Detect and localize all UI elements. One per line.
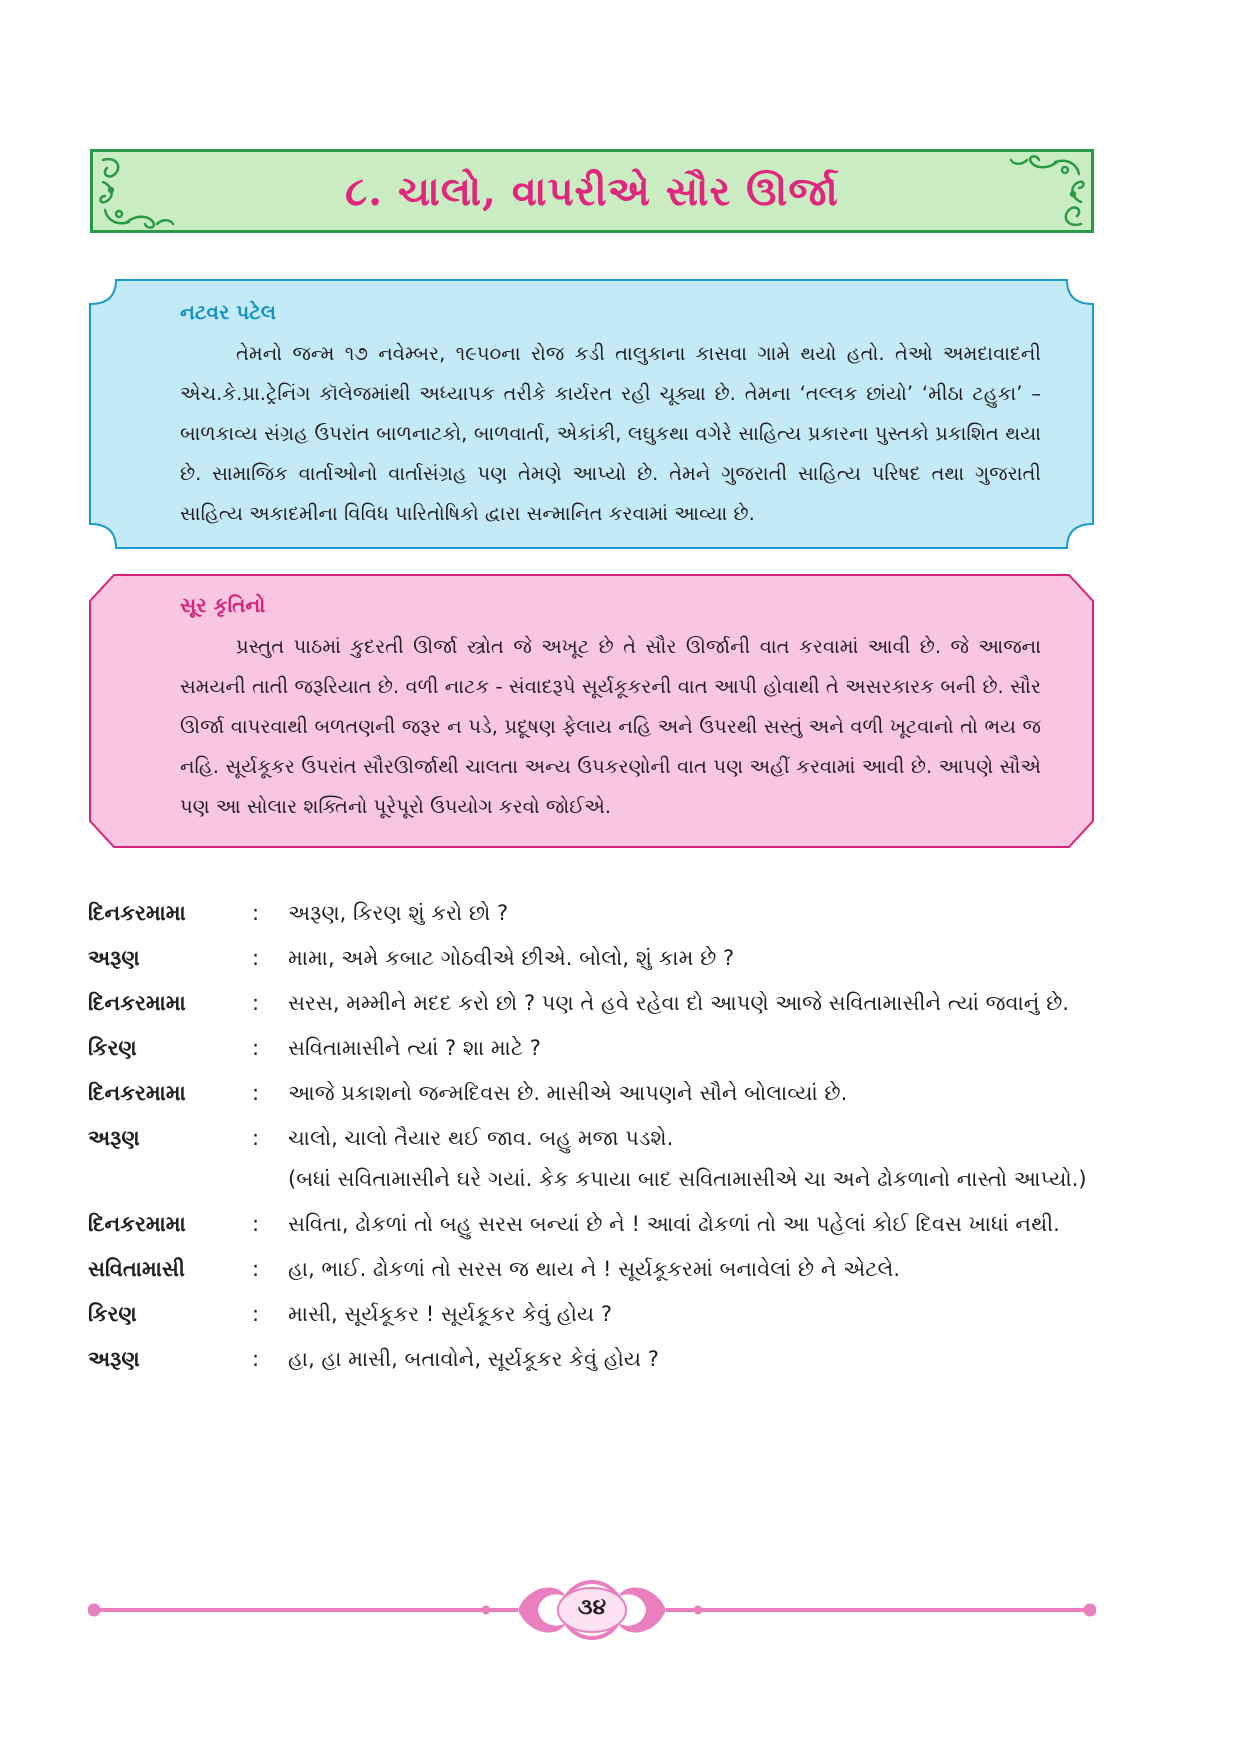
speaker-colon: :: [252, 946, 260, 970]
intro-box-content: [180, 593, 1041, 827]
speech-text: સવિતામાસીને ત્યાં ? શા માટે ?: [288, 1036, 541, 1060]
speaker-name: અરૂણ: [88, 1126, 140, 1150]
speech-text: માસી, સૂર્યકૂકર ! સૂર્યકૂકર કેવું હોય ?: [288, 1302, 613, 1326]
dialogue-section: [88, 893, 1098, 1384]
speaker-name: કિરણ: [88, 1302, 137, 1326]
intro-text: પ્રસ્તુત પાઠમાં કુદરતી ઊર્જા સ્ત્રોત જે અખૂટ છે તે સૌર ઊર્જાની વાત કરવામાં આવી છે. જે આજના સમયની તાતી જરૂરિયાત છે. વળી નાટક - સંવાદરૂપે સૂર્યકૂકરની વાત આપી હોવાથી તે અસરકારક બની છે. સૌર ઊર્જા વાપરવાથી બળતણની જરૂર ન પડે, પ્રદૂષણ ફેલાય નહિ અને ઉપરથી સસ્તું અને વળી ખૂટવાનો તો ભય જ નહિ. સૂર્યકૂકર ઉપરાંત સૌરઊર્જાથી ચાલતા અન્ય ઉપકરણોની વાત પણ અહીં કરવામાં આવી છે. આપણે સૌએ પણ આ સોલાર શક્તિનો પૂરેપૂરો ઉપયોગ કરવો જોઈએ.: [180, 635, 1041, 818]
left-corner-ornament: [97, 152, 187, 232]
speech-text: હા, ભાઈ. ઢોકળાં તો સરસ જ થાય ને ! સૂર્યકૂકરમાં બનાવેલાં છે ને એટલે.: [288, 1257, 901, 1281]
dialogue-line: [88, 1294, 1098, 1335]
intro-heading: સૂર કૃતિનો: [180, 593, 266, 617]
speech-text: આજે પ્રકાશનો જન્મદિવસ છે. માસીએ આપણને સૌને બોલાવ્યાં છે.: [288, 1081, 848, 1105]
speech-text: સરસ, મમ્મીને મદદ કરો છો ? પણ તે હવે રહેવા દો આપણે આજે સવિતામાસીને ત્યાં જવાનું છે.: [288, 991, 1069, 1015]
speaker-colon: :: [252, 1302, 260, 1326]
speaker-name: દિનકરમામા: [88, 1212, 186, 1236]
speech-text: સવિતા, ઢોકળાં તો બહુ સરસ બન્યાં છે ને ! આવાં ઢોકળાં તો આ પહેલાં કોઈ દિવસ ખાધાં નથી.: [288, 1212, 1060, 1236]
speaker-colon: :: [252, 1126, 260, 1150]
speaker-colon: :: [252, 1347, 260, 1371]
speech-text: મામા, અમે કબાટ ગોઠવીએ છીએ. બોલો, શું કામ છે ?: [288, 946, 735, 970]
author-name: નટવર પટેલ: [180, 300, 277, 324]
dialogue-line: [88, 893, 1098, 934]
dialogue-line: [88, 1028, 1098, 1069]
dialogue-line: [88, 1249, 1098, 1290]
speaker-colon: :: [252, 901, 260, 925]
speaker-colon: :: [252, 1212, 260, 1236]
speaker-name: દિનકરમામા: [88, 991, 186, 1015]
chapter-intro-box: [88, 573, 1095, 849]
speaker-colon: :: [252, 1081, 260, 1105]
dialogue-line: [88, 1073, 1098, 1114]
speaker-name: કિરણ: [88, 1036, 137, 1060]
speech-block: [288, 1118, 1098, 1200]
speaker-name: સવિતામાસી: [88, 1257, 185, 1281]
right-corner-ornament: [997, 152, 1087, 232]
chapter-title: ૮. ચાલો, વાપરીએ સૌર ઊર્જા: [345, 167, 839, 215]
speech-text: અરૂણ, કિરણ શું કરો છો ?: [288, 901, 509, 925]
speaker-colon: :: [252, 1257, 260, 1281]
chapter-title-banner: [90, 149, 1094, 233]
dialogue-line: [88, 1339, 1098, 1380]
dialogue-line: [88, 938, 1098, 979]
page-footer: [88, 1575, 1096, 1645]
speech-text: ચાલો, ચાલો તૈયાર થઈ જાવ. બહુ મજા પડશે.: [288, 1126, 674, 1150]
speaker-name: દિનકરમામા: [88, 1081, 186, 1105]
speaker-name: અરૂણ: [88, 946, 140, 970]
speech-text: હા, હા માસી, બતાવોને, સૂર્યકૂકર કેવું હોય ?: [288, 1347, 659, 1371]
dialogue-line: [88, 983, 1098, 1024]
dialogue-line: [88, 1204, 1098, 1245]
speaker-name: દિનકરમામા: [88, 901, 186, 925]
author-bio: તેમનો જન્મ ૧૭ નવેમ્બર, ૧૯૫૦ના રોજ કડી તાલુકાના કાસવા ગામે થયો હતો. તેઓ અમદાવાદની એચ.કે.પ્રા.ટ્રેનિંગ કૉલેજમાંથી અધ્યાપક તરીકે કાર્યરત રહી ચૂક્યા છે. તેમના ‘તલ્લક છાંયો’ ‘મીઠા ટહુકા’ – બાળકાવ્ય સંગ્રહ ઉપરાંત બાળનાટકો, બાળવાર્તા, એકાંકી, લઘુકથા વગેરે સાહિત્ય પ્રકારના પુસ્તકો પ્રકાશિત થયા છે. સામાજિક વાર્તાઓનો વાર્તાસંગ્રહ પણ તેમણે આપ્યો છે. તેમને ગુજરાતી સાહિત્ય પરિષદ તથા ગુજરાતી સાહિત્ય અકાદમીના વિવિધ પારિતોષિકો દ્વારા સન્માનિત કરવામાં આવ્યા છે.: [180, 342, 1041, 525]
speaker-name: અરૂણ: [88, 1347, 140, 1371]
dialogue-line: [88, 1118, 1098, 1200]
stage-direction: (બધાં સવિતામાસીને ઘરે ગયાં. કેક કપાયા બાદ સવિતામાસીએ ચા અને ઢોકળાનો નાસ્તો આપ્યો.): [288, 1167, 1087, 1191]
speaker-colon: :: [252, 1036, 260, 1060]
author-info-box: [88, 278, 1095, 550]
page-number: ૩૪: [577, 1595, 607, 1620]
speaker-colon: :: [252, 991, 260, 1015]
author-box-content: [180, 300, 1041, 534]
